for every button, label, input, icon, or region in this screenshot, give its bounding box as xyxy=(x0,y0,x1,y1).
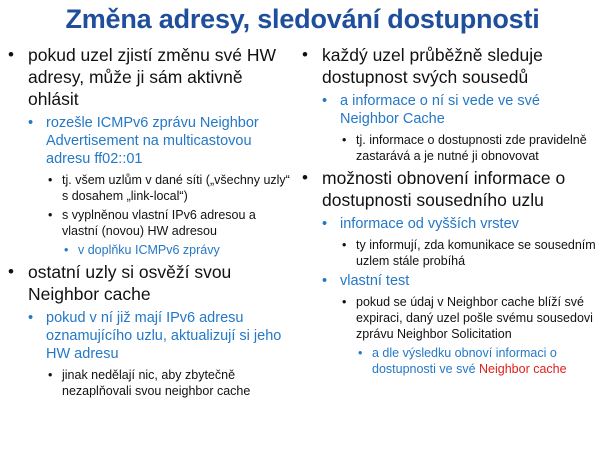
bullet-dot-icon: • xyxy=(28,310,34,326)
bullet-text: pokud se údaj v Neighbor cache blíží své expiraci, daný uzel pošle svému sousedovi zprávu Neighbor Solicitation xyxy=(356,295,593,341)
bullet-dot-icon: • xyxy=(8,262,14,281)
bullet-text: ty informují, zda komunikace se sousedním uzlem stále probíhá xyxy=(356,238,596,268)
bullet-text: pokud uzel zjistí změnu své HW adresy, může ji sám aktivně ohlásit xyxy=(28,45,277,109)
bullet-dot-icon: • xyxy=(48,173,53,187)
bullet-dot-icon: • xyxy=(302,168,308,187)
bullet-dot-icon: • xyxy=(322,216,328,232)
bullet-text: v doplňku ICMPv6 zprávy xyxy=(78,243,220,257)
bullet-l2 xyxy=(300,92,600,128)
right-column xyxy=(300,44,600,380)
bullet-text: informace od vyšších vrstev xyxy=(340,216,519,232)
bullet-dot-icon: • xyxy=(302,45,308,64)
bullet-l2 xyxy=(6,309,294,363)
bullet-text: tj. informace o dostupnosti zde pravidelně zastarává a je nutné ji obnovovat xyxy=(356,133,587,163)
bullet-text: možnosti obnovení informace o dostupnosti sousedního uzlu xyxy=(322,168,566,210)
highlighted-term: Neighbor cache xyxy=(479,362,567,376)
bullet-l4 xyxy=(6,242,294,258)
bullet-dot-icon: • xyxy=(358,346,363,360)
left-column xyxy=(6,44,294,402)
bullet-text: jinak nedělají nic, aby zbytečně nezaplňovali svou neighbor cache xyxy=(62,368,251,398)
bullet-dot-icon: • xyxy=(48,208,53,222)
bullet-l4 xyxy=(300,345,600,377)
bullet-l3 xyxy=(300,294,600,342)
bullet-text: vlastní test xyxy=(340,273,410,289)
bullet-dot-icon: • xyxy=(342,295,347,309)
bullet-dot-icon: • xyxy=(28,115,34,131)
bullet-dot-icon: • xyxy=(48,368,53,382)
bullet-l3 xyxy=(6,207,294,239)
bullet-text: a informace o ní si vede ve své Neighbor Cache xyxy=(340,93,540,127)
bullet-text: pokud v ní již mají IPv6 adresu oznamujícího uzlu, aktualizují si jeho HW adresu xyxy=(46,310,282,362)
bullet-l3 xyxy=(300,132,600,164)
bullet-text: ostatní uzly si osvěží svou Neighbor cache xyxy=(28,262,232,304)
bullet-text: s vyplněnou vlastní IPv6 adresou a vlastní (novou) HW adresou xyxy=(62,208,256,238)
bullet-l3 xyxy=(6,367,294,399)
bullet-l3 xyxy=(6,172,294,204)
bullet-dot-icon: • xyxy=(322,273,328,289)
slide-title: Změna adresy, sledování dostupnosti xyxy=(65,4,540,34)
bullet-l1 xyxy=(6,261,294,305)
bullet-dot-icon: • xyxy=(8,45,14,64)
bullet-l3 xyxy=(300,237,600,269)
bullet-dot-icon: • xyxy=(342,238,347,252)
bullet-text: rozešle ICMPv6 zprávu Neighbor Advertisement na multicastovou adresu ff02::01 xyxy=(46,115,259,167)
bullet-text: tj. všem uzlům v dané síti („všechny uzly“ s dosahem „link-local“) xyxy=(62,173,290,203)
bullet-dot-icon: • xyxy=(342,133,347,147)
bullet-dot-icon: • xyxy=(322,93,328,109)
bullet-l1 xyxy=(6,44,294,110)
bullet-l1 xyxy=(300,167,600,211)
bullet-l1 xyxy=(300,44,600,88)
bullet-l2 xyxy=(300,272,600,290)
bullet-text: každý uzel průběžně sleduje dostupnost svých sousedů xyxy=(322,45,543,87)
bullet-text xyxy=(372,346,567,376)
bullet-l2 xyxy=(300,215,600,233)
bullet-text-prefix: a dle výsledku obnoví informaci o dostupnosti ve své xyxy=(372,346,557,376)
bullet-dot-icon: • xyxy=(64,243,69,257)
bullet-l2 xyxy=(6,114,294,168)
